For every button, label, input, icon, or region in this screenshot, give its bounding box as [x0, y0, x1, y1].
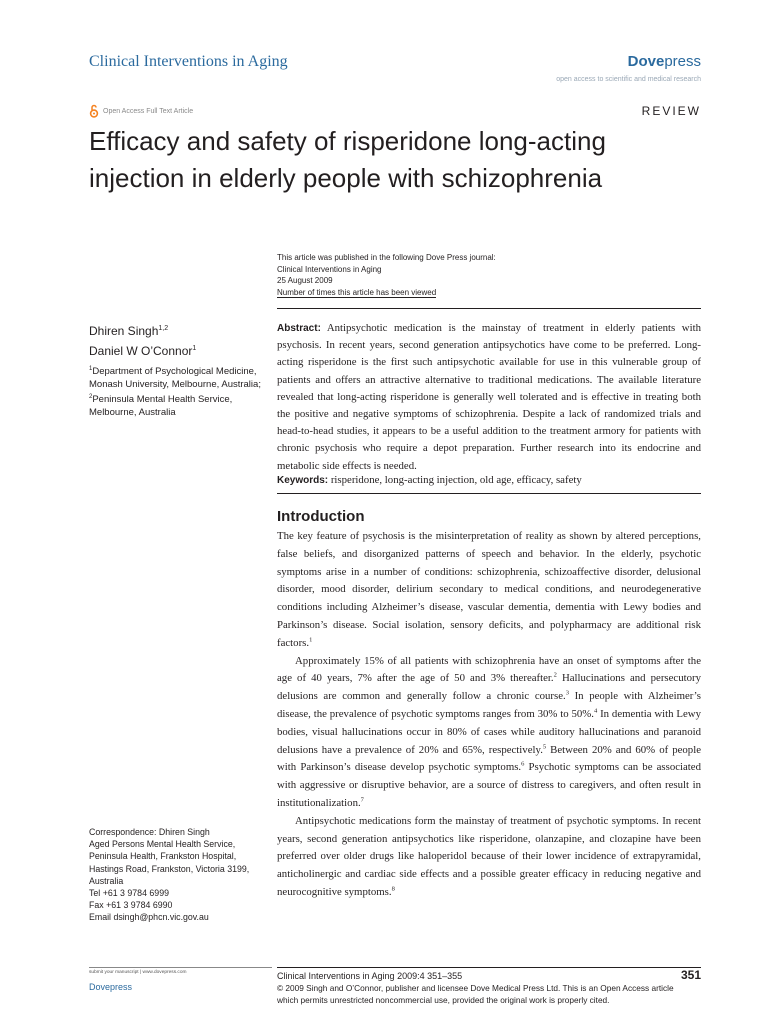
paragraph: The key feature of psychosis is the misinterpretation of reality as shown by altered perceptions, false beliefs, and disorganized patterns of speech and behavior. In the elderly, psychotic symptoms arise in a number of conditions: schizophrenia, schizoaffective disorder, delusional disorder, mood disorder, delirium secondary to medical conditions, and neurodegenerative conditions including Alzheimer’s disease, vascular dementia, dementia with Lewy bodies and Parkinson’s disease. Social isolation, sensory deficits, and polypharmacy are additional risk factors.$^1$ [277, 530, 701, 649]
views-link[interactable]: Number of times this article has been viewed [277, 287, 437, 297]
page-number: 351 [680, 968, 701, 982]
open-access-icon [89, 104, 99, 118]
divider [277, 967, 701, 968]
author: Daniel W O’Connor$^1$ [89, 344, 197, 358]
footer-publisher-logo: Dovepress [89, 982, 133, 992]
copyright-notice: © 2009 Singh and O’Connor, publisher and licensee Dove Medical Press Ltd. This is an Open Access article which permits unrestricted noncommercial use, provided the original work is properly cited. [277, 983, 674, 1005]
title-line: Efficacy and safety of risperidone long-acting [89, 126, 606, 156]
paragraph: Antipsychotic medications form the mainstay of treatment of psychotic symptoms. In recent years, second generation antipsychotics like risperidone, olanzapine, and clozapine have been preferred over older drugs like haloperidol because of their lower incidence of extrapyramidal, anticholinergic and cardiac side effects and a possible greater efficacy in reducing negative and neurocognitive symptoms.$^8$ [277, 814, 701, 898]
publisher-tagline: open access to scientific and medical research [556, 76, 701, 83]
correspondence: Correspondence: Dhiren Singh Aged Persons Mental Health Service, Peninsula Health, Frankston Hospital, Hastings Road, Frankston, Victoria 3199, Australia Tel +61 3 9784 6999 Fax +61 3 9784 6990 Email dsingh@phcn.vic.gov.au [89, 826, 271, 924]
footer-citation: Clinical Interventions in Aging 2009:4 351–355 [277, 971, 463, 981]
abstract: Abstract: Antipsychotic medication is the mainstay of treatment in elderly patients with psychosis. In recent years, second generation antipsychotics have come to be preferred. Long-acting risperidone is the first such antipsychotic available for use in this vulnerable group of patients and offers an attractive alternative to traditional medications. The available literature revealed that long-acting risperidone is generally well tolerated and is effective in treating both the positive and negative symptoms of schizophrenia. Despite a lack of randomized trials and head-to-head studies, it appears to be a useful addition to the treatment armory for patients with chronic psychosis who require a depot preparation. Further research into its endocrine and metabolic side effects is needed. [277, 322, 701, 472]
divider [277, 493, 701, 494]
author-list [89, 320, 196, 360]
paragraph: Approximately 15% of all patients with schizophrenia have an onset of symptoms after the age of 40 years, 7% after the age of 50 and 3% thereafter.$^2$ Hallucinations and persecutory delusions are common and generally follow a chronic course.$^3$ In people with Alzheimer’s disease, the prevalence of psychotic symptoms ranges from 30% to 50%.$^4$ In dementia with Lewy bodies, visual hallucinations occur in 80% of cases while auditory hallucinations and paranoid delusions have a prevalence of 20% and 65%, respectively.$^5$ Between 20% and 60% of people with Parkinson’s disease develop psychotic symptoms.$^6$ Psychotic symptoms can be associated with aggressive or disruptive behavior, are a source of distress to caregivers, and often result in institutionalization.$^7$ [277, 654, 701, 809]
publisher-logo: Dovepress [627, 53, 701, 70]
affiliations: $^1$Department of Psychological Medicine, Monash University, Melbourne, Australia; $^2$Peninsula Mental Health Service, Melbourne, Australia [89, 366, 261, 418]
publication-info: This article was published in the following Dove Press journal: Clinical Interventions in Aging 25 August 2009 Number of times this article has been viewed [277, 253, 496, 297]
section-heading: Introduction [277, 508, 365, 525]
open-access-text: Open Access Full Text Article [103, 107, 194, 115]
open-access-label [89, 104, 193, 118]
keywords: Keywords: risperidone, long-acting injection, old age, efficacy, safety [277, 474, 582, 486]
divider [277, 308, 701, 309]
divider [89, 967, 272, 968]
article-type: REVIEW [641, 104, 701, 118]
submit-manuscript-link[interactable]: submit your manuscript | www.dovepress.com [89, 970, 187, 975]
article-title [89, 123, 699, 197]
intro-body [277, 528, 701, 902]
email-link[interactable]: Email dsingh@phcn.vic.gov.au [89, 912, 209, 923]
title-line: injection in elderly people with schizophrenia [89, 163, 603, 193]
author: Dhiren Singh$^{1,2}$ [89, 324, 169, 338]
journal-name: Clinical Interventions in Aging [89, 53, 288, 70]
